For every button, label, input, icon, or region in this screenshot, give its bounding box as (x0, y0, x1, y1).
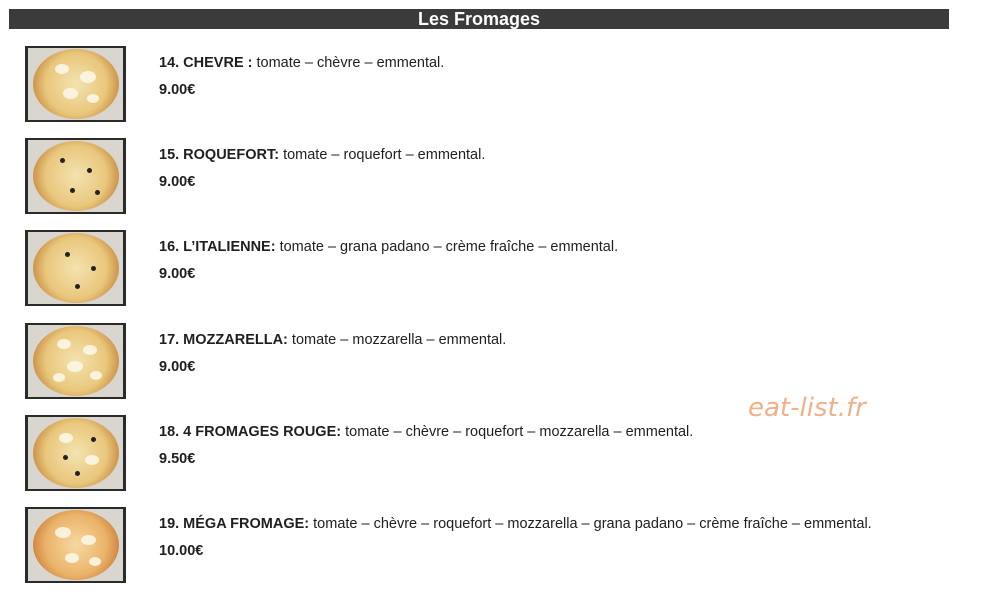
item-ingredients: tomate – chèvre – emmental. (252, 55, 445, 71)
item-ingredients: tomate – grana padano – crème fraîche – emmental. (275, 239, 619, 255)
item-price: 10.00€ (159, 543, 204, 559)
menu-item-italienne (25, 230, 965, 306)
item-price: 9.00€ (159, 174, 196, 190)
item-name: 16. L’ITALIENNE: (159, 239, 276, 255)
item-name: 15. ROQUEFORT: (159, 147, 280, 163)
pizza-photo (25, 507, 126, 583)
item-price: 9.00€ (159, 266, 196, 282)
menu-item-roquefort (25, 138, 965, 214)
item-ingredients: tomate – chèvre – roquefort – mozzarella – grana padano – crème fraîche – emmental. (309, 516, 872, 532)
item-name: 17. MOZZARELLA: (159, 332, 288, 348)
item-name: 14. CHEVRE : (159, 55, 253, 71)
pizza-photo (25, 46, 126, 122)
section-title: Les Fromages (9, 9, 949, 29)
menu-item-mozzarella (25, 323, 965, 399)
pizza-photo (25, 230, 126, 306)
item-ingredients: tomate – roquefort – emmental. (279, 147, 486, 163)
pizza-photo (25, 138, 126, 214)
item-price: 9.50€ (159, 451, 196, 467)
item-ingredients: tomate – chèvre – roquefort – mozzarella – emmental. (341, 424, 694, 440)
menu-item-4-fromages-rouge (25, 415, 965, 491)
menu-item-chevre (25, 46, 965, 122)
watermark: eat-list.fr (748, 393, 866, 423)
pizza-photo (25, 323, 126, 399)
item-ingredients: tomate – mozzarella – emmental. (287, 332, 507, 348)
item-name: 18. 4 FROMAGES ROUGE: (159, 424, 342, 440)
item-name: 19. MÉGA FROMAGE: (159, 516, 310, 532)
item-price: 9.00€ (159, 359, 196, 375)
pizza-photo (25, 415, 126, 491)
item-price: 9.00€ (159, 82, 196, 98)
menu-item-mega-fromage (25, 507, 965, 583)
